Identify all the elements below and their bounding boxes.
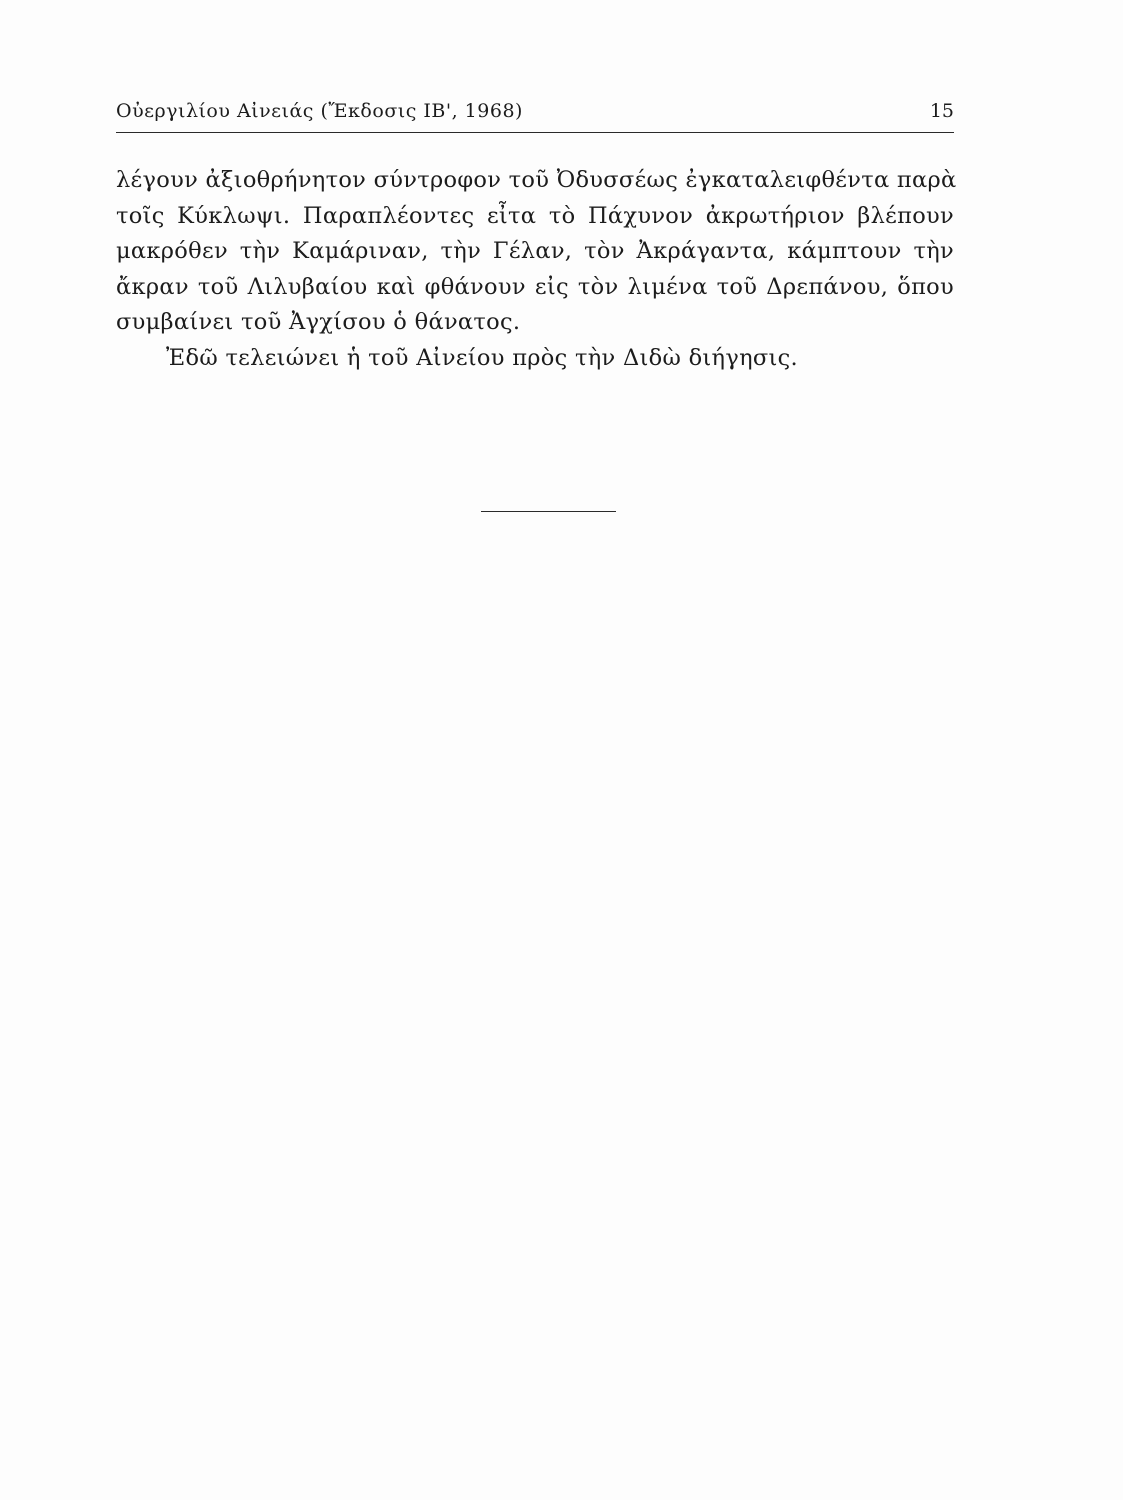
text-line: λέγουν ἀξιοθρήνητον σύντροφον τοῦ Ὀδυσσέως ἐγκαταλειφθέντα παρὰ (116, 167, 957, 193)
text-line: τοῖς Κύκλωψι. Παραπλέοντες εἶτα τὸ Πάχυνον ἀκρωτήριον βλέπουν (116, 202, 954, 229)
text-line: συμβαίνει τοῦ Ἀγχίσου ὁ θάνατος. (116, 309, 521, 335)
section-divider (481, 511, 616, 512)
body-text (116, 163, 957, 376)
running-title: Οὐεργιλίου Αἰνειάς (Ἔκδοσις ΙΒ', 1968) (116, 100, 523, 122)
running-head (116, 98, 954, 133)
text-line: μακρόθεν τὴν Καμάριναν, τὴν Γέλαν, τὸν Ἀκράγαντα, κάμπτουν τὴν (116, 238, 954, 264)
text-line: ἄκραν τοῦ Λιλυβαίου καὶ φθάνουν εἰς τὸν λιμένα τοῦ Δρεπάνου, ὅπου (116, 273, 954, 300)
text-line-paragraph: Ἐδῶ τελειώνει ἡ τοῦ Αἰνείου πρὸς τὴν Διδὼ διήγησις. (166, 344, 798, 371)
page-number: 15 (929, 100, 954, 122)
